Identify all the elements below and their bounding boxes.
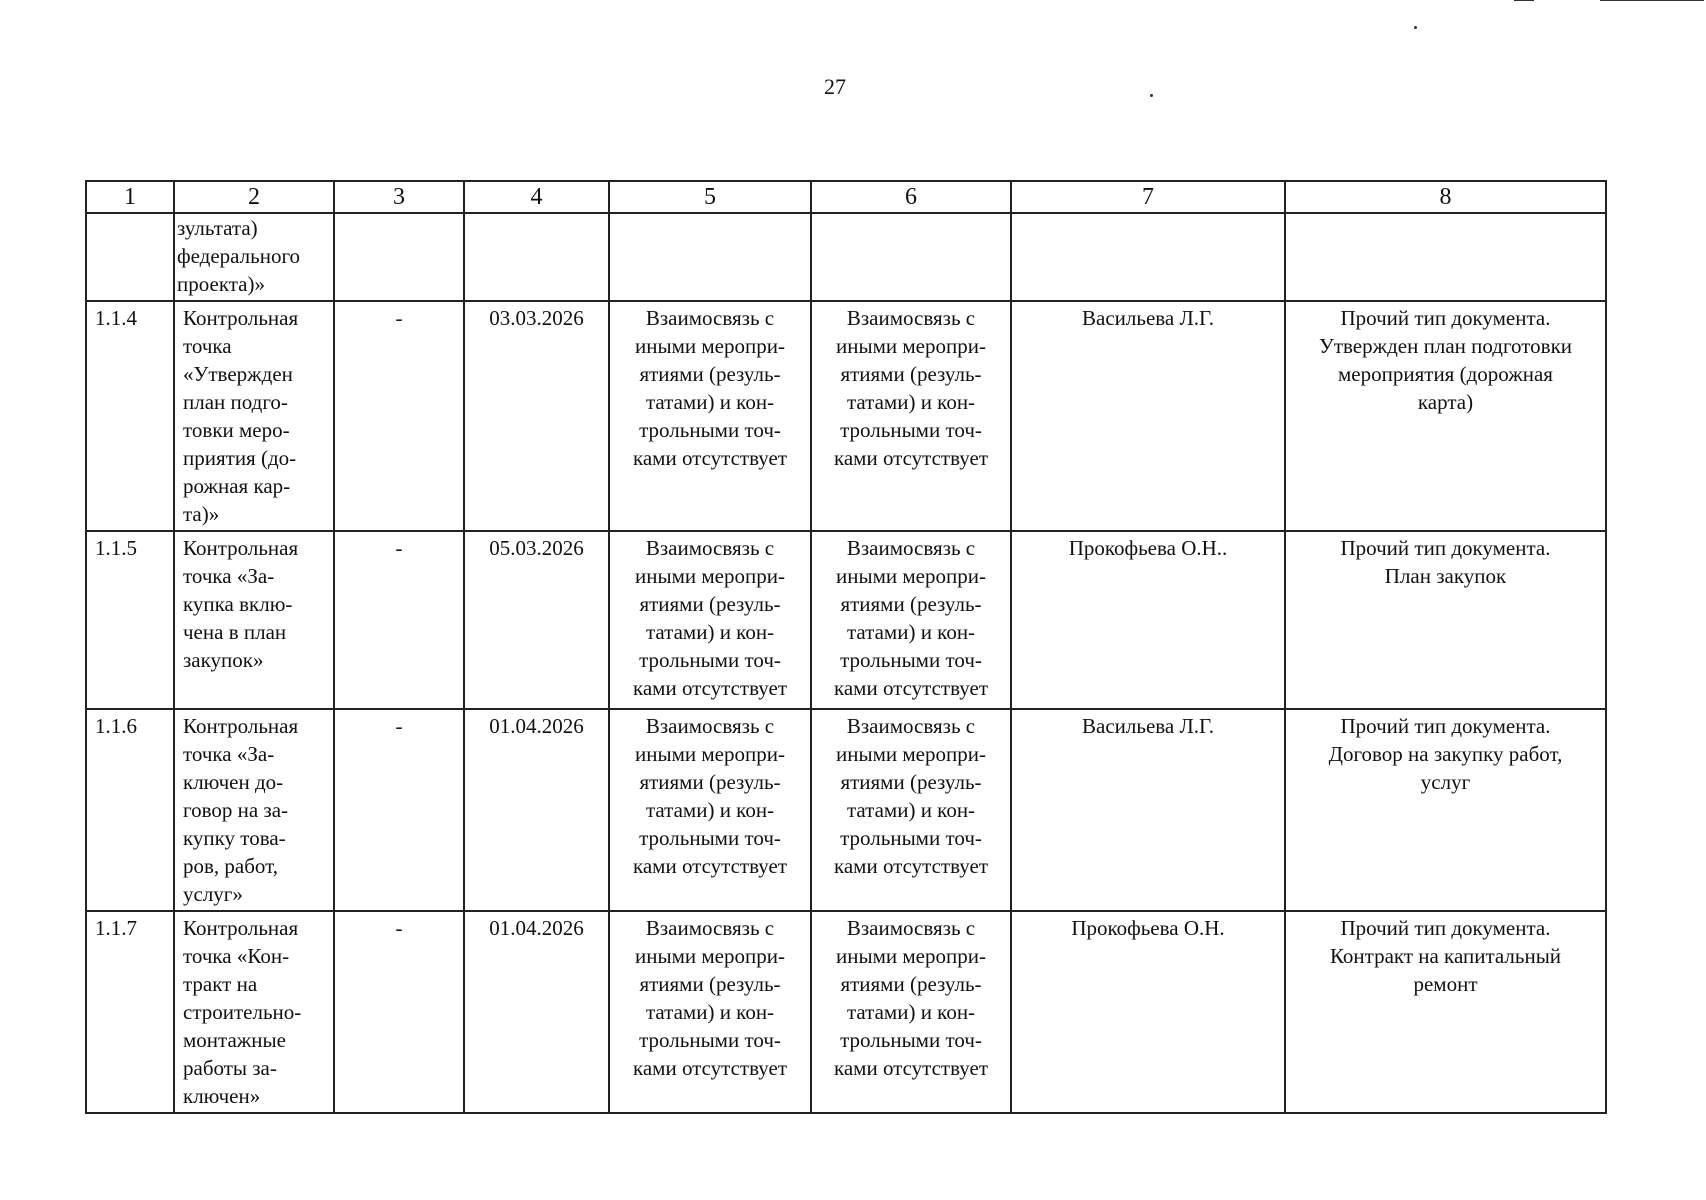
row-col3: - — [334, 911, 464, 1113]
row-responsible: Прокофьева О.Н.. — [1011, 531, 1285, 709]
table-row — [86, 301, 1606, 531]
table-row — [86, 709, 1606, 911]
column-header: 3 — [334, 181, 464, 213]
row-relation-5: Взаимосвязь с иными меропри- ятиями (резуль- татами) и кон- трольными точ- ками отсутствует — [609, 709, 811, 911]
row-date: 01.04.2026 — [464, 709, 609, 911]
empty-cell — [811, 213, 1011, 301]
row-date: 01.04.2026 — [464, 911, 609, 1113]
row-relation-5: Взаимосвязь с иными меропри- ятиями (резуль- татами) и кон- трольными точ- ками отсутствует — [609, 911, 811, 1113]
row-document: Прочий тип документа. Договор на закупку работ, услуг — [1285, 709, 1606, 911]
column-header: 1 — [86, 181, 174, 213]
row-document: Прочий тип документа. Утвержден план подготовки мероприятия (дорожная карта) — [1285, 301, 1606, 531]
row-name: Контрольная точка «Утвержден план подго- товки меро- приятия (до- рожная кар- та)» — [174, 301, 334, 531]
column-header: 7 — [1011, 181, 1285, 213]
row-number — [86, 213, 174, 301]
table-row — [86, 531, 1606, 709]
row-relation-5: Взаимосвязь с иными меропри- ятиями (резуль- татами) и кон- трольными точ- ками отсутствует — [609, 531, 811, 709]
row-number: 1.1.6 — [86, 709, 174, 911]
empty-cell — [1011, 213, 1285, 301]
row-document: Прочий тип документа. План закупок — [1285, 531, 1606, 709]
row-responsible: Васильева Л.Г. — [1011, 301, 1285, 531]
row-relation-6: Взаимосвязь с иными меропри- ятиями (резуль- татами) и кон- трольными точ- ками отсутствует — [811, 531, 1011, 709]
column-header: 8 — [1285, 181, 1606, 213]
row-number: 1.1.5 — [86, 531, 174, 709]
row-responsible: Васильева Л.Г. — [1011, 709, 1285, 911]
row-relation-6: Взаимосвязь с иными меропри- ятиями (резуль- татами) и кон- трольными точ- ками отсутствует — [811, 709, 1011, 911]
row-relation-6: Взаимосвязь с иными меропри- ятиями (резуль- татами) и кон- трольными точ- ками отсутствует — [811, 911, 1011, 1113]
table-row — [86, 911, 1606, 1113]
row-relation-5: Взаимосвязь с иными меропри- ятиями (резуль- татами) и кон- трольными точ- ками отсутствует — [609, 301, 811, 531]
empty-cell — [334, 213, 464, 301]
row-col3: - — [334, 709, 464, 911]
column-header: 2 — [174, 181, 334, 213]
row-document: Прочий тип документа. Контракт на капитальный ремонт — [1285, 911, 1606, 1113]
page-number: 27 — [824, 74, 846, 99]
scan-mark-top-right-short — [1514, 0, 1534, 1]
row-relation-6: Взаимосвязь с иными меропри- ятиями (резуль- татами) и кон- трольными точ- ками отсутствует — [811, 301, 1011, 531]
scan-mark-top-right — [1600, 0, 1704, 1]
table-header-row — [86, 181, 1606, 213]
control-points-table — [85, 180, 1607, 1114]
empty-cell — [609, 213, 811, 301]
column-header: 6 — [811, 181, 1011, 213]
row-date: 03.03.2026 — [464, 301, 609, 531]
row-name: Контрольная точка «За- ключен до- говор на за- купку това- ров, работ, услуг» — [174, 709, 334, 911]
empty-cell — [464, 213, 609, 301]
row-number: 1.1.7 — [86, 911, 174, 1113]
row-name: Контрольная точка «Кон- тракт на строительно- монтажные работы за- ключен» — [174, 911, 334, 1113]
column-header: 5 — [609, 181, 811, 213]
table-row-continuation — [86, 213, 1606, 301]
row-name: Контрольная точка «За- купка вклю- чена в план закупок» — [174, 531, 334, 709]
row-date: 05.03.2026 — [464, 531, 609, 709]
column-header: 4 — [464, 181, 609, 213]
scan-dot — [1150, 94, 1153, 97]
row-number: 1.1.4 — [86, 301, 174, 531]
row-responsible: Прокофьева О.Н. — [1011, 911, 1285, 1113]
row-col3: - — [334, 301, 464, 531]
empty-cell — [1285, 213, 1606, 301]
scan-dot — [1414, 26, 1417, 29]
row-name: зультата) федерального проекта)» — [174, 213, 334, 301]
row-col3: - — [334, 531, 464, 709]
